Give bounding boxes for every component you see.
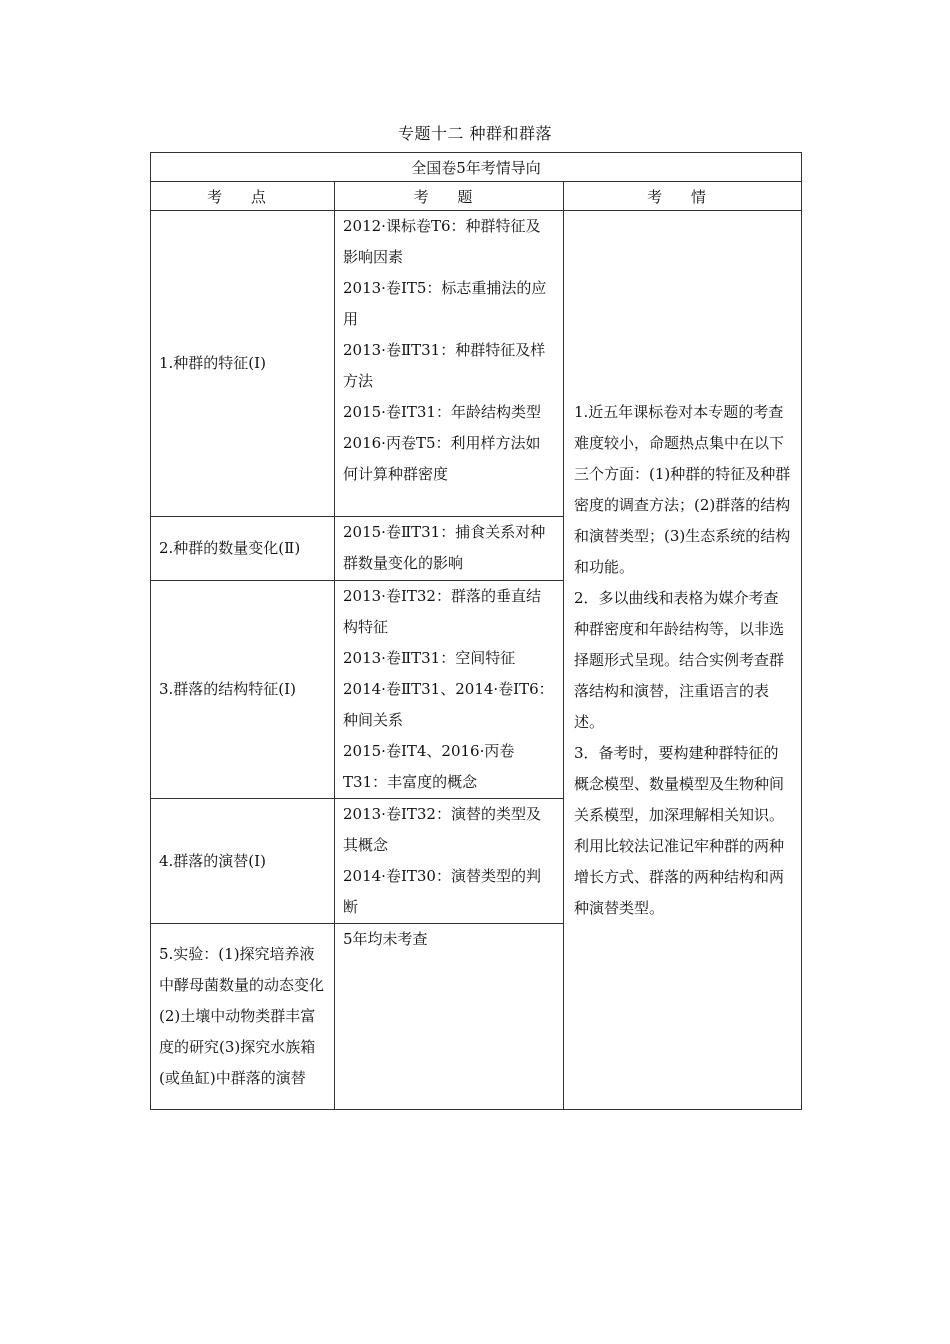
topic-cell: 2.种群的数量变化(Ⅱ) <box>151 517 335 581</box>
exam-item: 2015·卷ⅠT4、2016·丙卷T31：丰富度的概念 <box>343 742 515 791</box>
exam-item: 2014·卷ⅡT31、2014·卷ⅠT6：种间关系 <box>343 680 554 729</box>
exam-trend-table <box>150 152 802 1110</box>
exam-cell <box>335 581 564 799</box>
header-row <box>151 182 802 211</box>
exam-item: 2016·丙卷T5：利用样方法如何计算种群密度 <box>343 434 541 483</box>
exam-cell <box>335 799 564 924</box>
exam-item: 2015·卷ⅡT31：捕食关系对种群数量变化的影响 <box>343 523 546 572</box>
exam-cell <box>335 924 564 1110</box>
exam-cell <box>335 517 564 581</box>
topic-cell: 3.群落的结构特征(Ⅰ) <box>151 581 335 799</box>
exam-item: 2012·课标卷T6：种群特征及影响因素 <box>343 217 541 266</box>
header-exam: 考 题 <box>335 182 564 211</box>
header-analysis: 考 情 <box>564 182 802 211</box>
analysis-cell <box>564 211 802 1110</box>
analysis-paragraph: 3．备考时，要构建种群特征的概念模型、数量模型及生物种间关系模型，加深理解相关知识。利用比较法记准记牢种群的两种增长方式、群落的两种结构和两种演替类型。 <box>574 743 785 917</box>
exam-item: 2014·卷ⅠT30：演替类型的判断 <box>343 867 541 916</box>
topic-cell: 4.群落的演替(Ⅰ) <box>151 799 335 924</box>
exam-item: 5年均未考查 <box>343 930 428 948</box>
exam-item: 2013·卷ⅠT32：群落的垂直结构特征 <box>343 587 541 636</box>
document-title: 专题十二 种群和群落 <box>397 124 553 143</box>
exam-item: 2013·卷ⅡT31：种群特征及样方法 <box>343 341 546 390</box>
table-caption: 全国卷5年考情导向 <box>151 153 802 182</box>
table-row <box>151 211 802 517</box>
analysis-paragraph: 1.近五年课标卷对本专题的考查难度较小，命题热点集中在以下三个方面：(1)种群的特征及种群密度的调查方法；(2)群落的结构和演替类型；(3)生态系统的结构和功能。 <box>574 402 791 576</box>
analysis-paragraph: 2．多以曲线和表格为媒介考查种群密度和年龄结构等，以非选择题形式呈现。结合实例考查群落结构和演替，注重语言的表述。 <box>574 588 785 731</box>
exam-item: 2015·卷ⅠT31：年龄结构类型 <box>343 403 541 421</box>
exam-item: 2013·卷ⅡT31：空间特征 <box>343 649 516 667</box>
exam-cell <box>335 211 564 517</box>
caption-row <box>151 153 802 182</box>
exam-item: 2013·卷ⅠT5：标志重捕法的应用 <box>343 279 547 328</box>
topic-cell: 1.种群的特征(Ⅰ) <box>151 211 335 517</box>
topic-cell: 5.实验：(1)探究培养液中酵母菌数量的动态变化(2)土壤中动物类群丰富度的研究(3)探究水族箱(或鱼缸)中群落的演替 <box>151 924 335 1110</box>
header-topic: 考 点 <box>151 182 335 211</box>
exam-item: 2013·卷ⅠT32：演替的类型及其概念 <box>343 805 541 854</box>
